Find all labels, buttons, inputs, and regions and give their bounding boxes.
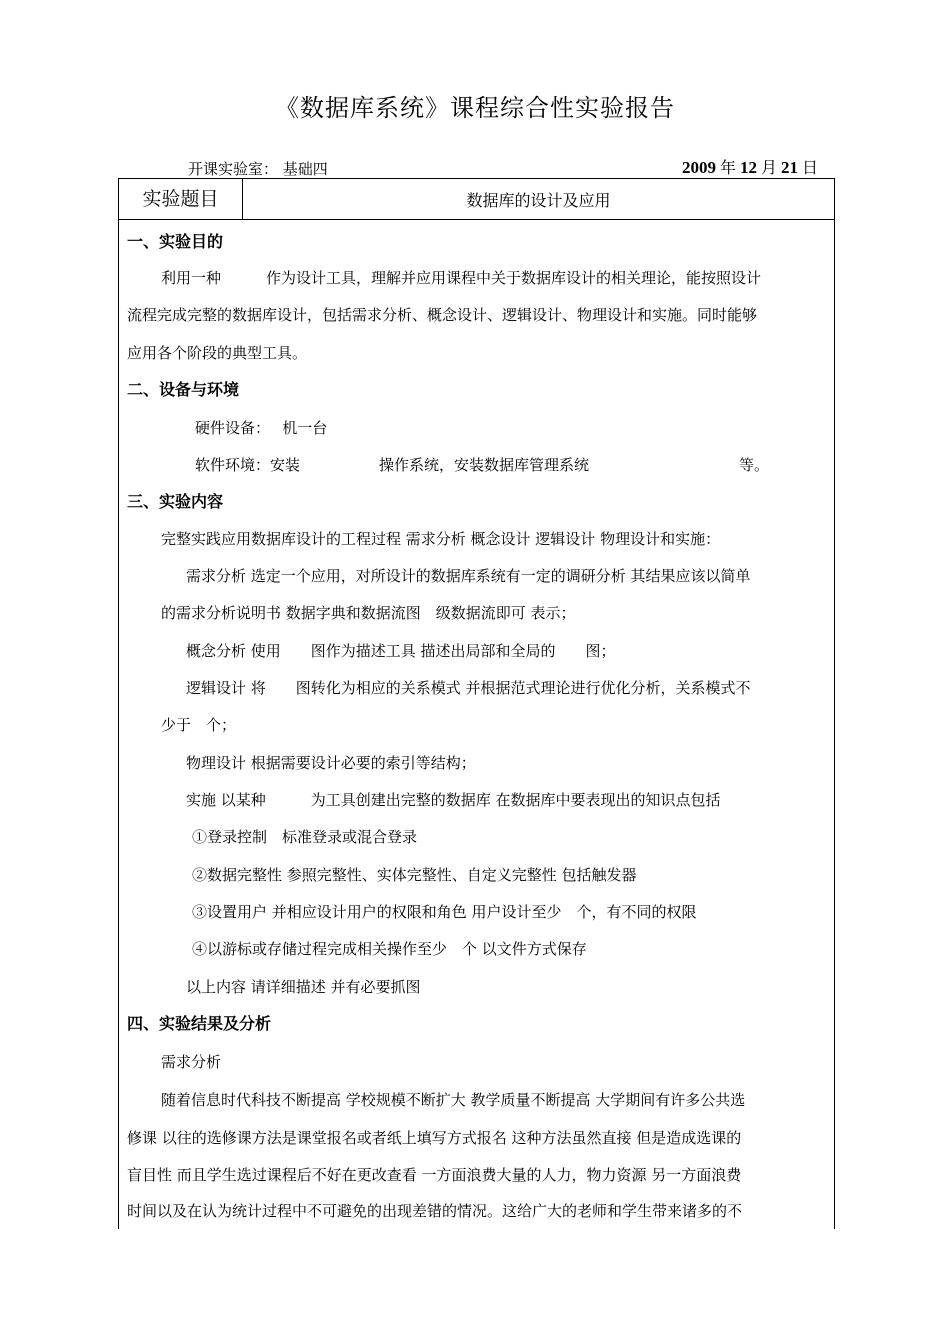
results-line-2: 修课 以往的选修课方法是课堂报名或者纸上填写方式报名 这种方法虽然直接 但是造成选课的 [127,1129,742,1147]
date-day-unit: 日 [801,158,818,177]
content-line-8: 实施 以某种 为工具创建出完整的数据库 在数据库中要表现出的知识点包括 [186,791,721,809]
content-line-7: 物理设计 根据需要设计必要的索引等结构； [186,754,476,772]
topic-row [119,179,834,220]
topic-value: 数据库的设计及应用 [466,191,611,210]
env-software-b: 操作系统，安装数据库管理系统 [379,456,590,474]
purpose-line-3: 应用各个阶段的典型工具。 [127,344,308,362]
purpose-line-2: 流程完成完整的数据库设计，包括需求分析、概念设计、逻辑设计、物理设计和实施。同时能够 [127,306,758,324]
content-line-11: ③设置用户 并相应设计用户的权限和角色 用户设计至少 个，有不同的权限 [192,903,697,921]
lab-value: 基础四 [282,160,328,178]
results-line-4: 时间以及在认为统计过程中不可避免的出现差错的情况。这给广大的老师和学生带来诸多的不 [127,1202,743,1220]
date-year: 2009 [681,158,716,177]
content-line-5: 逻辑设计 将 图转化为相应的关系模式 并根据范式理论进行优化分析，关系模式不 [186,679,751,697]
report-table [118,178,835,1229]
lab-info [188,158,328,179]
results-line-1: 随着信息时代科技不断提高 学校规模不断扩大 教学质量不断提高 大学期间有许多公共选 [161,1091,746,1109]
section-results-heading: 四、实验结果及分析 [127,1014,272,1033]
section-content-heading: 三、实验内容 [127,492,224,511]
env-hardware: 硬件设备： 机一台 [195,419,328,437]
content-line-4: 概念分析 使用 图作为描述工具 描述出局部和全局的 图； [186,642,616,660]
content-line-3: 的需求分析说明书 数据字典和数据流图 级数据流即可 表示； [161,604,576,622]
purpose-line-1: 利用一种 作为设计工具，理解并应用课程中关于数据库设计的相关理论，能按照设计 [161,269,762,287]
results-line-3: 盲目性 而且学生选过课程后不好在更改查看 一方面浪费大量的人力，物力资源 另一方面浪费 [127,1166,742,1184]
content-line-9: ①登录控制 标准登录或混合登录 [192,828,418,846]
content-line-10: ②数据完整性 参照完整性、实体完整性、自定义完整性 包括触发器 [192,866,637,884]
env-software-c: 等。 [739,456,770,474]
content-line-2: 需求分析 选定一个应用，对所设计的数据库系统有一定的调研分析 其结果应该以简单 [186,567,751,585]
date-month-unit: 月 [760,158,777,177]
content-line-13: 以上内容 请详细描述 并有必要抓图 [186,978,421,996]
topic-label: 实验题目 [119,179,243,219]
date-day: 21 [780,158,798,177]
report-title: 《数据库系统》课程综合性实验报告 [275,94,675,122]
section-purpose-heading: 一、实验目的 [127,232,224,251]
lab-label: 开课实验室： [188,160,279,178]
env-software-a: 软件环境：安装 [195,456,301,474]
content-line-1: 完整实践应用数据库设计的工程过程 需求分析 概念设计 逻辑设计 物理设计和实施： [161,530,721,548]
content-line-6: 少于 个； [161,716,237,734]
date-month: 12 [739,158,757,177]
date-year-unit: 年 [719,158,736,177]
results-subheading: 需求分析 [161,1053,222,1071]
section-env-heading: 二、设备与环境 [127,380,240,399]
content-line-12: ④以游标或存储过程完成相关操作至少 个 以文件方式保存 [192,940,587,958]
report-date [682,155,822,178]
